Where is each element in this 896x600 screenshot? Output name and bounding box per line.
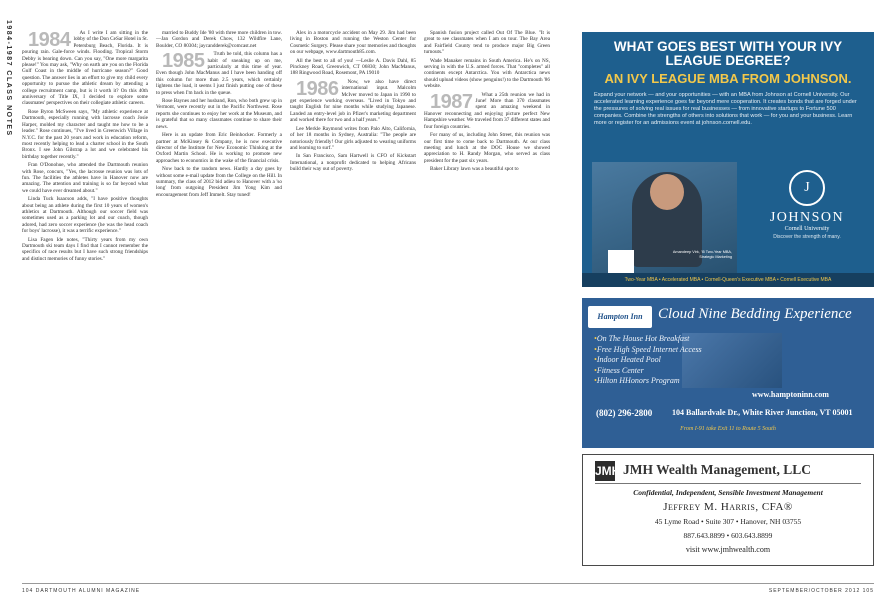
- amenity-item: • On The House Hot Breakfast: [594, 334, 702, 345]
- footer-left: 104 DARTMOUTH ALUMNI MAGAZINE: [22, 588, 141, 594]
- paragraph: Rose Baynes and her husband, Ron, who both grew up in Vermont, were recently out in the Pacific Northwest. Rose reports she continues to enjoy her work at the Museum, and is grateful that so many classmates continue to share their news.: [156, 98, 282, 130]
- year-heading: 1985: [162, 50, 205, 73]
- class-notes-column-1986: Alex in a motorcycle accident on May 29. Jim had been living in Boston and running the Weston Center for Cosmetic Surgery. Please share your memories and thoughts on our webpage, www.dartmouth85.com. All the best to all of you! —Leslie A. Davis Dahl, 85 Pinckney Road, Greenwich, CT 06830; John MacManus, 188 Ringwood Road, Rosemont, PA 19010 1986 Now, we also have direct international input. Malcolm McIver moved to Japan in 1990 to get experience working overseas. "Lived in Tokyo and taught English for nine months while studying Japanese. Landed an entry-level job in Pfizer's marketing department and worked there for two and a half years." Lee Merkle Raymond writes from Palo Alto, California, of her 18 months in Sydney, Australia: "The people are notoriously friendly! Our girls adjusted to wearing uniforms and learning to surf." In San Francisco, Sam Hartwell is CFO of Kickstart International, a nonprofit dedicated to helping Africans build their way out of poverty.: [290, 30, 416, 173]
- jmh-wealth-ad[interactable]: [582, 454, 874, 566]
- website-link[interactable]: visit www.jmhwealth.com: [685, 545, 771, 554]
- photo-caption: Amandeep Virk, 'I5 Two-Year MBA, Strategic Marketing: [672, 250, 732, 259]
- johnson-logo: [752, 170, 862, 240]
- paragraph: Spanish fusion project called Out Of The Blue. "It is great to see classmates when I am on tour. The Bay Area and Fairfield County tend to produce major Big Green turnouts.": [424, 30, 550, 56]
- paragraph: In San Francisco, Sam Hartwell is CFO of Kickstart International, a nonprofit dedicated to helping Africans build their way out of poverty.: [290, 153, 416, 173]
- class-notes-column-1985: married to Buddy Ide '80 with three more children in tow. —Jan Gordon and Derek Chow, 132 Wildfire Lane, Boulder, CO 80304; jaycandderek@comcast.net 1985 Truth be told, this column has a habit of sneaking up on me, particularly at this time of year. Even though John MacManus and I have been handing off this column for more than 2.5 years, which certainly lightens the load, it seems I just finish putting one of these to press when I'm back in the queue. Rose Baynes and her husband, Ron, who both grew up in Vermont, were recently out in the Pacific Northwest. Rose reports she continues to enjoy her work at the Museum, and is grateful that so many classmates continue to share their news. Here is an update from Eric Beinhocker. Formerly a partner at McKinsey & Company, he is now executive director of the Institute for New Economic Thinking at the Oxford Martin School. He is working to promote new approaches to economics in the wake of the financial crisis. Now back to the random news. Hardly a day goes by without some e-mail update from the College on the Hill. In summary, the class of 2012 bid adieu to Hanover with a 'so long' from outgoing President Jim Yong Kim and encouragement from Jeff Immelt. Stay tuned!: [156, 30, 282, 198]
- paragraph: Wade Manaker remains in South America. He's on NS, serving in with the U.S. armed forces. That "completes" all continents except Antarctica. You with Antarctica news should upload videos (show penguins!) to the Dartmouth '86 website.: [424, 57, 550, 90]
- footer-right: SEPTEMBER/OCTOBER 2012 105: [768, 588, 874, 594]
- section-side-label: 1984-1987 CLASS NOTES: [5, 20, 12, 137]
- footer-rule: [22, 583, 874, 584]
- logo-tagline: Discover the strength of many.: [773, 234, 841, 240]
- year-heading: 1986: [296, 77, 339, 100]
- paragraph: Here is an update from Eric Beinhocker. Formerly a partner at McKinsey & Company, he is now executive director of the Institute for New Economic Thinking at the Oxford Martin School. He is working to promote new approaches to economics in the wake of the financial crisis.: [156, 132, 282, 164]
- amenity-list: [594, 334, 702, 387]
- address: 45 Lyme Road • Suite 307 • Hanover, NH 03755: [654, 517, 802, 526]
- phone-numbers: 887.643.8899 • 603.643.8899: [683, 531, 773, 540]
- student-photo: [592, 162, 737, 278]
- paragraph: Now back to the random news. Hardly a day goes by without some e-mail update from the College on the Hill. In summary, the class of 2012 bid adieu to Hanover with a 'so long' from outgoing President Jim Yong Kim and encouragement from Jeff Immelt. Stay tuned!: [156, 166, 282, 198]
- hampton-inn-ad[interactable]: [582, 298, 874, 448]
- ad-headline: WHAT GOES BEST WITH YOUR IVY LEAGUE DEGREE?: [613, 39, 843, 68]
- ad-subhead: AN IVY LEAGUE MBA FROM JOHNSON.: [604, 71, 852, 86]
- divider: [595, 483, 861, 484]
- class-notes-column-1984: 1984 As I write I am sitting in the lobby of the Don CeSar Hotel in St. Petersburg Beach, Florida. It is pouring rain. Gale-force winds. Flooding. Tropical Storm Debby is bearing down. Can you say, "One more margarita please!" You may ask, "Why on earth are you on the Florida Gulf Coast in the middle of hurricane season?" Good question. The answer lies in an effort to give my child every opportunity to pursue the athletic dream by attending a college recruitment camp, but is it worth it? On this 40th anniversary of Title IX, I decided to explore some classmates' perspectives on their collegiate athletic careers. Rose Byron McSween says, "My athletic experience at Dartmouth, especially running with lacrosse coach Josie Harper, molded my character and taught me how to be a leader." Rose continues, "I've lived in Greenwich Village in N.Y.C. for the past 20 years and work in education reform, most recently helping to lead a charter school in the South Bronx. I see John Gilstrap a lot and we celebrated his birthday together recently." Fran O'Donohue, who attended the Dartmouth reunion with Rose, concurs, "Yes, the lacrosse reunion was lots of fun. The facilities the athletes have in Hanover now are amazing. The attention and training is so far beyond what we could have ever dreamed about." Linda Tuck Isaacson adds, "I have positive thoughts about being an athlete during the first 10 years of women's athletics at Dartmouth. Although our soccer field was sometimes used as a parking lot and our coach, though adored, had zero soccer experience (he was the head coach for boys' lacrosse), it was a terrific experience." Lisa Fagen Ide notes, "Thirty years from my own Dartmouth ski team days I find that I cannot remember the specifics of race results but I have such strong friendships and distinct memories of funny stories.": [22, 29, 148, 262]
- cornell-seal-icon: J: [789, 170, 825, 206]
- paragraph: All the best to all of you! —Leslie A. Davis Dahl, 85 Pinckney Road, Greenwich, CT 06830; John MacManus, 188 Ringwood Road, Rosemont, PA 19010: [290, 57, 416, 77]
- directions: From I-91 take Exit 11 to Route 5 South: [680, 426, 776, 432]
- address: 104 Ballardvale Dr., White River Junction, VT 05001: [672, 408, 853, 417]
- person-head: [650, 174, 684, 210]
- logo-name: JOHNSON: [769, 210, 845, 225]
- paragraph: Rose Byron McSween says, "My athletic experience at Dartmouth, especially running with lacrosse coach Josie Harper, molded my character and taught me how to be a leader." Rose continues, "I've lived in Greenwich Village in N.Y.C. for the past 20 years and work in education reform, most recently helping to lead a charter school in the South Bronx. I see John Gilstrap a lot and we celebrated his birthday together recently.": [22, 108, 148, 160]
- paragraph: Lee Merkle Raymond writes from Palo Alto, California, of her 18 months in Sydney, Australia: "The people are notoriously friendly! Our girls adjusted to wearing uniforms and learning to surf.": [290, 125, 416, 151]
- hampton-logo: Hampton Inn: [588, 306, 652, 328]
- amenity-item: • Free High Speed Internet Access: [594, 345, 702, 356]
- paragraph: For many of us, including John Street, this reunion was our first time to come back to Dartmouth. At our class meeting and lunch at the DOC House we showed appreciation to H. Randy Morgan, who served as class president for the past six years.: [424, 132, 550, 164]
- year-heading: 1987: [430, 90, 473, 113]
- year-heading: 1984: [28, 29, 71, 51]
- paragraph: Baker Library lawn was a beautiful spot to: [430, 166, 519, 173]
- logo-sub: Cornell University: [784, 226, 830, 232]
- tagline: Confidential, Independent, Sensible Investment Management: [633, 488, 823, 497]
- paragraph: Lisa Fagen Ide notes, "Thirty years from my own Dartmouth ski team days I find that I cannot remember the specifics of race results but I have such strong friendships and distinct memories of funny stories.": [22, 236, 148, 262]
- program-list: Two-Year MBA • Accelerated MBA • Cornell-Queen's Executive MBA • Cornell Executive MBA: [582, 273, 874, 287]
- paragraph: married to Buddy Ide '80 with three more children in tow. —Jan Gordon and Derek Chow, 132 Wildfire Lane, Boulder, CO 80304; jaycandderek@comcast.net: [156, 30, 282, 49]
- jmh-logo-icon: JMH: [595, 461, 615, 481]
- phone-number: (802) 296-2800: [596, 408, 653, 418]
- firm-name: JMH Wealth Management, LLC: [623, 462, 811, 477]
- ad-body: Expand your network — and your opportunities — with an MBA from Johnson at Cornell University. Our accelerated learning experience goes far beyond mere cooperation. It creates bonds that are forged under the pressures of solving real issues for real businesses — from innovative startups to Fortune 500 companies. Combine the strengths of others into solutions that work — for you and your business. Learn more or register for an admissions event at johnson.cornell.edu.: [594, 92, 857, 126]
- paragraph: Alex in a motorcycle accident on May 29. Jim had been living in Boston and running the Weston Center for Cosmetic Surgery. Please share your memories and thoughts on our webpage, www.dartmouth85.com.: [290, 30, 416, 56]
- class-notes-column-1987: Spanish fusion project called Out Of The Blue. "It is great to see classmates when I am on tour. The Bay Area and Fairfield County tend to produce major Big Green turnouts." Wade Manaker remains in South America. He's on NS, serving in with the U.S. armed forces. That "completes" all continents except Antarctica. You with Antarctica news should upload videos (show penguins!) to the Dartmouth '86 website. 1987 What a 25th reunion we had in June! More than 370 classmates spent an amazing weekend in Hanover reconnecting and enjoying picture perfect New Hampshire weather. We traveled from 37 different states and four foreign countries. For many of us, including John Street, this reunion was our first time to come back to Dartmouth. At our class meeting and lunch at the DOC House we showed appreciation to H. Randy Morgan, who served as class president for the past six years. Baker Library lawn was a beautiful spot to: [424, 30, 551, 173]
- ad-title: Cloud Nine Bedding Experience: [658, 306, 852, 322]
- website-link[interactable]: www.hamptoninn.com: [752, 390, 829, 399]
- paragraph: Linda Tuck Isaacson adds, "I have positive thoughts about being an athlete during the first 10 years of women's athletics at Dartmouth. Although our soccer field was sometimes used as a parking lot and our coach, though adored, had zero soccer experience (he was the head coach for boys' lacrosse), it was a terrific experience.": [22, 196, 148, 235]
- amenity-item: • Fitness Center: [594, 366, 702, 377]
- advisor-name: Jeffrey M. Harris, CFA®: [663, 501, 793, 513]
- amenity-item: • Hilton HHonors Program: [594, 376, 702, 387]
- johnson-mba-ad[interactable]: [582, 32, 874, 287]
- paragraph: Fran O'Donohue, who attended the Dartmouth reunion with Rose, concurs, "Yes, the lacrosse reunion was lots of fun. The facilities the athletes have in Hanover now are amazing. The attention and training is so far beyond what we could have ever dreamed about.": [22, 162, 148, 194]
- amenity-item: • Indoor Heated Pool: [594, 355, 702, 366]
